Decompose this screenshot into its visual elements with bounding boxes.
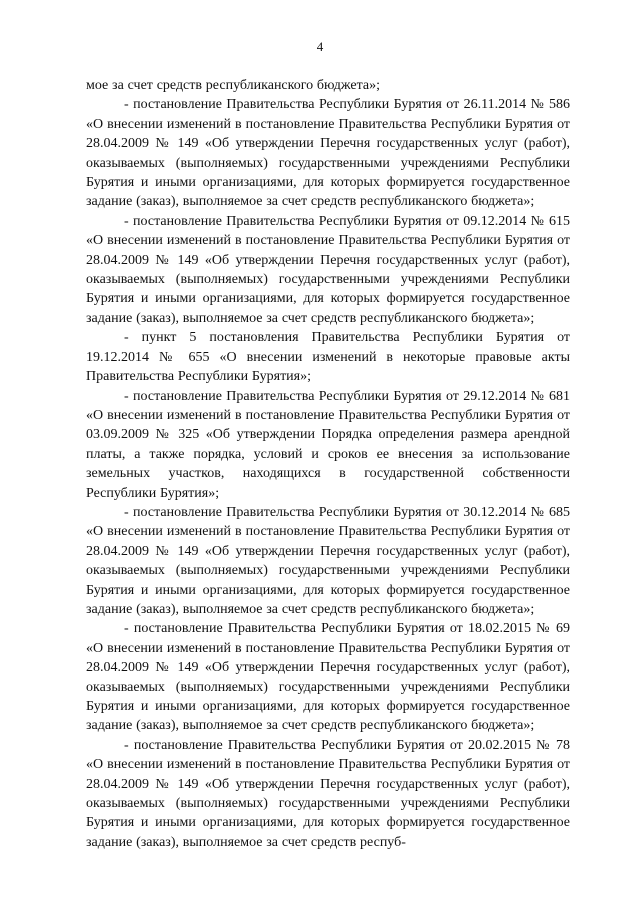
- list-item-resolution-78: - постановление Правительства Республики Бурятия от 20.02.2015 № 78 «О внесении изменений в постановление Правительства Республики Бурятия от 28.04.2009 № 149 «Об утверждении Перечня государственных услуг (работ), оказываемых (выполняемых) государственными учреждениями Республики Бурятия и иными организациями, для которых формируется государственное задание (заказ), выполняемое за счет средств респуб-: [86, 737, 570, 850]
- page-number: 4: [316, 39, 324, 54]
- list-item-resolution-685: - постановление Правительства Республики Бурятия от 30.12.2014 № 685 «О внесении изменений в постановление Правительства Республики Бурятия от 28.04.2009 № 149 «Об утверждении Перечня государственных услуг (работ), оказываемых (выполняемых) государственными учреждениями Республики Бурятия и иными организациями, для которых формируется государственное задание (заказ), выполняемое за счет средств республиканского бюджета»;: [86, 504, 570, 617]
- list-item-resolution-681: - постановление Правительства Республики Бурятия от 29.12.2014 № 681 «О внесении изменений в постановление Правительства Республики Бурятия от 03.09.2009 № 325 «Об утверждении Порядка определения размера арендной платы, а также порядка, условий и сроков ее внесения за использование земельных участков, находящихся в государственной собственности Республики Бурятия»;: [86, 388, 570, 501]
- list-item-resolution-69: - постановление Правительства Республики Бурятия от 18.02.2015 № 69 «О внесении изменений в постановление Правительства Республики Бурятия от 28.04.2009 № 149 «Об утверждении Перечня государственных услуг (работ), оказываемых (выполняемых) государственными учреждениями Республики Бурятия и иными организациями, для которых формируется государственное задание (заказ), выполняемое за счет средств республиканского бюджета»;: [86, 621, 570, 734]
- paragraph-continuation: мое за счет средств республиканского бюджета»;: [86, 78, 381, 93]
- list-item-resolution-586: - постановление Правительства Республики Бурятия от 26.11.2014 № 586 «О внесении изменений в постановление Правительства Республики Бурятия от 28.04.2009 № 149 «Об утверждении Перечня государственных услуг (работ), оказываемых (выполняемых) государственными учреждениями Республики Бурятия и иными организациями, для которых формируется государственное задание (заказ), выполняемое за счет средств республиканского бюджета»;: [86, 97, 570, 210]
- document-body: [86, 76, 570, 852]
- list-item-resolution-615: - постановление Правительства Республики Бурятия от 09.12.2014 № 615 «О внесении изменений в постановление Правительства Республики Бурятия от 28.04.2009 № 149 «Об утверждении Перечня государственных услуг (работ), оказываемых (выполняемых) государственными учреждениями Республики Бурятия и иными организациями, для которых формируется государственное задание (заказ), выполняемое за счет средств республиканского бюджета»;: [86, 213, 570, 326]
- list-item-resolution-655: - пункт 5 постановления Правительства Республики Бурятия от 19.12.2014 № 655 «О внесении изменений в некоторые правовые акты Правительства Республики Бурятия»;: [86, 330, 570, 385]
